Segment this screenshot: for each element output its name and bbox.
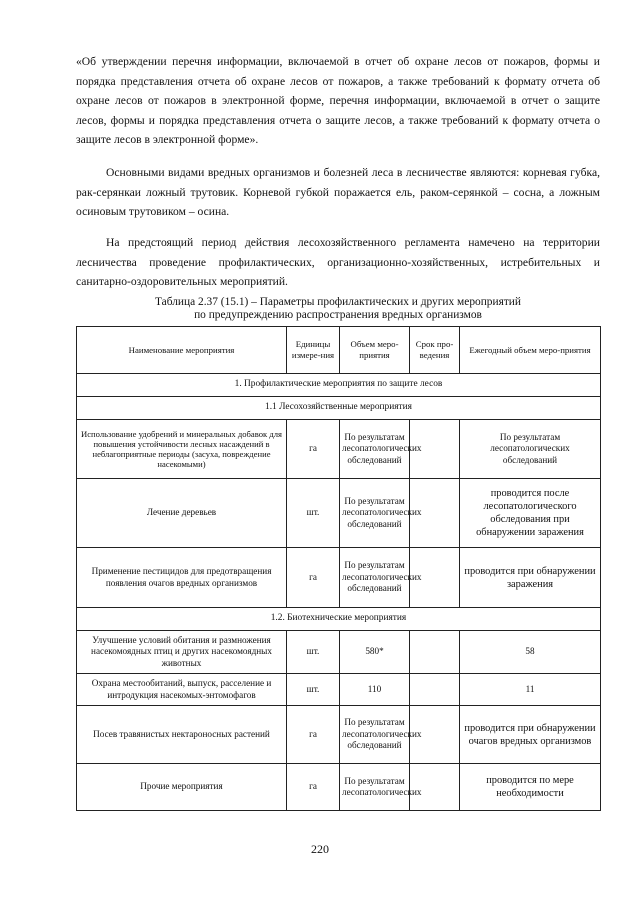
subsection-row: [77, 608, 601, 631]
section-title: 1. Профилактические мероприятия по защите лесов: [77, 374, 601, 397]
table-row: [77, 674, 601, 706]
header-term: Срок про-ведения: [410, 327, 460, 374]
cell-volume: По результатам лесопатологических обследований: [340, 706, 410, 764]
cell-volume: По результатам лесопатологических обследований: [340, 420, 410, 479]
cell-name: Посев травянистых нектароносных растений: [77, 706, 287, 764]
cell-unit: шт.: [287, 631, 340, 674]
cell-volume: 110: [340, 674, 410, 706]
cell-volume: По результатам лесопатологических обследований: [340, 479, 410, 548]
cell-term: [410, 674, 460, 706]
cell-annual: проводится при обнаружении заражения: [460, 548, 601, 608]
cell-name: Охрана местообитаний, выпуск, расселение и интродукция насекомых-энтомофагов: [77, 674, 287, 706]
header-volume: Объем меро-приятия: [340, 327, 410, 374]
cell-unit: га: [287, 764, 340, 811]
header-name: Наименование мероприятия: [77, 327, 287, 374]
table-caption-line-1: Таблица 2.37 (15.1) – Параметры профилактических и других мероприятий: [154, 296, 522, 308]
header-annual: Ежегодный объем меро-приятия: [460, 327, 601, 374]
subsection-row: [77, 397, 601, 420]
table-row: [77, 631, 601, 674]
cell-term: [410, 631, 460, 674]
cell-annual: проводится после лесопатологического обследования при обнаружении заражения: [460, 479, 601, 548]
table-row: [77, 706, 601, 764]
cell-annual: 11: [460, 674, 601, 706]
table-row: [77, 764, 601, 811]
cell-volume: По результатам лесопатологических: [340, 764, 410, 811]
measures-table: [76, 326, 601, 811]
cell-name: Применение пестицидов для предотвращения появления очагов вредных организмов: [77, 548, 287, 608]
cell-unit: шт.: [287, 479, 340, 548]
paragraph-regulation-title: «Об утверждении перечня информации, включаемой в отчет об охране лесов от пожаров, формы и порядка представления отчета об охране лесов от пожаров, а также требований к формату отчета об охране лесов от пожаров в электронной форме, перечня информации, включаемой в отчет о защите лесов, формы и порядка представления отчета о защите лесов, а также требований к формату отчета о защите лесов в электронной форме».: [76, 55, 600, 147]
cell-unit: га: [287, 420, 340, 479]
cell-unit: га: [287, 548, 340, 608]
page-number: 220: [311, 842, 329, 856]
cell-name: Лечение деревьев: [77, 479, 287, 548]
cell-annual: 58: [460, 631, 601, 674]
cell-annual: проводится при обнаружении очагов вредных организмов: [460, 706, 601, 764]
table-row: [77, 479, 601, 548]
cell-volume: 580*: [340, 631, 410, 674]
table-header-row: [77, 327, 601, 374]
cell-unit: га: [287, 706, 340, 764]
header-unit: Единицы измере-ния: [287, 327, 340, 374]
table-caption: [76, 296, 600, 322]
cell-volume: По результатам лесопатологических обследований: [340, 548, 410, 608]
cell-unit: шт.: [287, 674, 340, 706]
cell-annual: проводится по мере необходимости: [460, 764, 601, 811]
cell-name: Использование удобрений и минеральных добавок для повышения устойчивости лесных насаждений в неблагоприятные периоды (засуха, повреждение насекомыми): [77, 420, 287, 479]
subsection-title: 1.2. Биотехнические мероприятия: [77, 608, 601, 631]
table-row: [77, 548, 601, 608]
paragraph-pest-species: Основными видами вредных организмов и болезней леса в лесничестве являются: корневая губка, рак-серянкаи ложный трутовик. Корневой губкой поражается ель, раком-серянкой – сосна, а ложным осиновым трутовиком – осина.: [76, 166, 600, 219]
cell-name: Улучшение условий обитания и размножения насекомоядных птиц и других насекомоядных животных: [77, 631, 287, 674]
cell-annual: По результатам лесопатологических обследований: [460, 420, 601, 479]
subsection-title: 1.1 Лесохозяйственные мероприятия: [77, 397, 601, 420]
section-row: [77, 374, 601, 397]
table-row: [77, 420, 601, 479]
paragraph-planned-measures: На предстоящий период действия лесохозяйственного регламента намечено на территории лесничества проведение профилактических, организационно-хозяйственных, истребительных и санитарно-оздоровительных мероприятий.: [76, 236, 600, 289]
cell-name: Прочие мероприятия: [77, 764, 287, 811]
table-caption-line-2: по предупреждению распространения вредных организмов: [194, 309, 482, 321]
